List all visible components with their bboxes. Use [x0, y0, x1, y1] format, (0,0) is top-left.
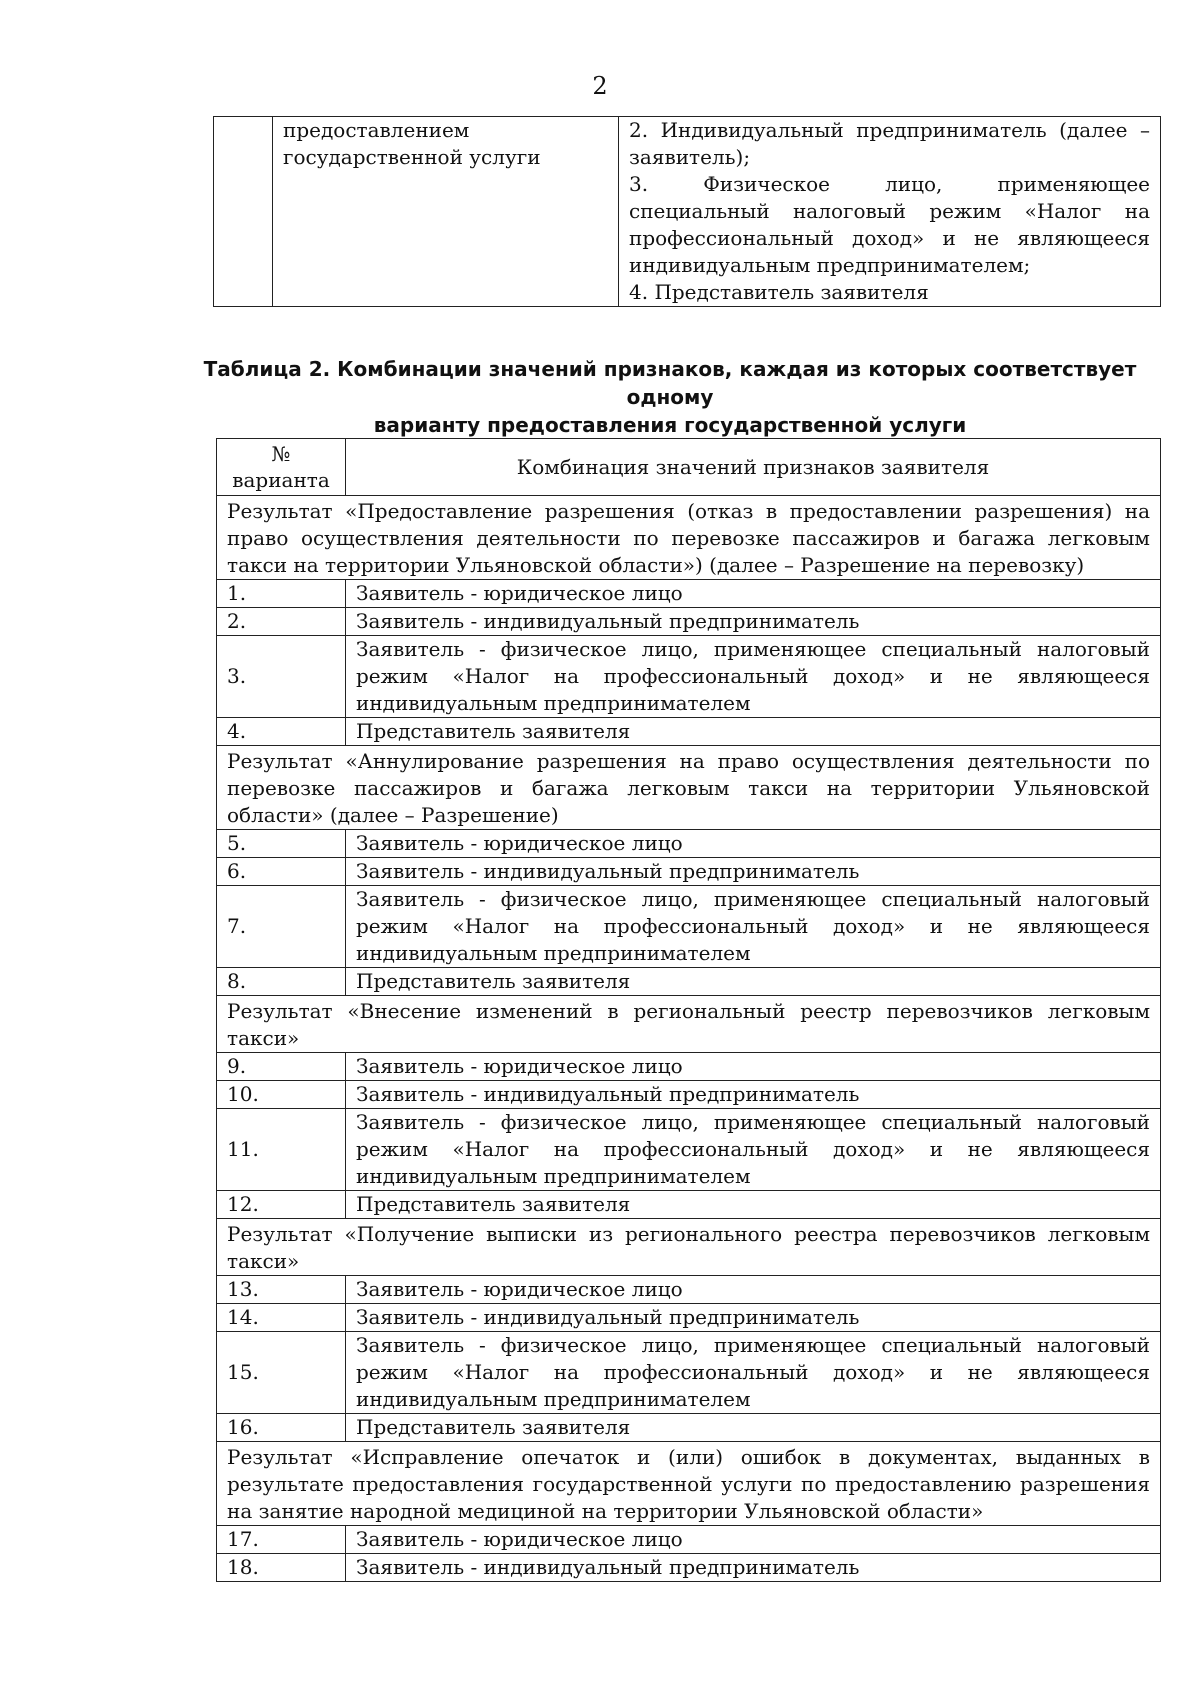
result-row [217, 1442, 1161, 1526]
result-row [217, 996, 1161, 1053]
result-row [217, 496, 1161, 580]
variant-number: 7. [217, 886, 346, 968]
variant-row [217, 1414, 1161, 1442]
variant-row [217, 608, 1161, 636]
result-row [217, 746, 1161, 830]
variant-number: 18. [217, 1554, 346, 1582]
variant-description: Заявитель - индивидуальный предприниматель [346, 1081, 1161, 1109]
variant-number: 5. [217, 830, 346, 858]
variant-description: Заявитель - индивидуальный предприниматель [346, 858, 1161, 886]
page-number: 2 [592, 72, 608, 100]
variant-number: 14. [217, 1304, 346, 1332]
variant-description: Заявитель - индивидуальный предприниматель [346, 1304, 1161, 1332]
table-caption-line: варианту предоставления государственной услуги [373, 413, 967, 437]
variant-number: 16. [217, 1414, 346, 1442]
variant-row [217, 1081, 1161, 1109]
variant-row [217, 1053, 1161, 1081]
variant-number: 12. [217, 1191, 346, 1219]
variant-row [217, 830, 1161, 858]
table-header-row [217, 439, 1161, 496]
variant-row [217, 1526, 1161, 1554]
variant-row [217, 636, 1161, 718]
variant-description: Представитель заявителя [346, 968, 1161, 996]
variant-description: Представитель заявителя [346, 1191, 1161, 1219]
result-description: Результат «Исправление опечаток и (или) ошибок в документах, выданных в результате предоставления государственной услуги по предоставлению разрешения на занятие народной медициной на территории Ульяновской области» [217, 1442, 1161, 1526]
variant-row [217, 580, 1161, 608]
variant-description: Заявитель - физическое лицо, применяющее специальный налоговый режим «Налог на профессиональный доход» и не являющееся индивидуальным предпринимателем [346, 636, 1161, 718]
variant-number: 15. [217, 1332, 346, 1414]
result-row [217, 1219, 1161, 1276]
variant-row [217, 858, 1161, 886]
variants-table-body [217, 496, 1161, 1582]
variant-description: Заявитель - юридическое лицо [346, 580, 1161, 608]
variant-row [217, 1191, 1161, 1219]
variants-table [216, 438, 1161, 1582]
variant-row [217, 1554, 1161, 1582]
result-description: Результат «Предоставление разрешения (отказ в предоставлении разрешения) на право осуществления деятельности по перевозке пассажиров и багажа легковым такси на территории Ульяновской области») (далее – Разрешение на перевозку) [217, 496, 1161, 580]
table-caption-line: Таблица 2. Комбинации значений признаков, каждая из которых соответствует одному [203, 357, 1137, 409]
applicant-item: 2. Индивидуальный предприниматель (далее – заявитель); [629, 118, 1150, 169]
variant-description: Заявитель - юридическое лицо [346, 1276, 1161, 1304]
variant-description: Заявитель - юридическое лицо [346, 830, 1161, 858]
table-cell-applicants [619, 117, 1161, 307]
variant-row [217, 886, 1161, 968]
continued-table [213, 116, 1161, 307]
table-caption [170, 355, 1170, 439]
variant-number: 17. [217, 1526, 346, 1554]
variant-number: 13. [217, 1276, 346, 1304]
variant-description: Заявитель - физическое лицо, применяющее специальный налоговый режим «Налог на профессиональный доход» и не являющееся индивидуальным предпринимателем [346, 1109, 1161, 1191]
variant-number: 3. [217, 636, 346, 718]
variant-description: Заявитель - физическое лицо, применяющее специальный налоговый режим «Налог на профессиональный доход» и не являющееся индивидуальным предпринимателем [346, 886, 1161, 968]
variant-number: 2. [217, 608, 346, 636]
result-description: Результат «Внесение изменений в региональный реестр перевозчиков легковым такси» [217, 996, 1161, 1053]
variant-row [217, 1109, 1161, 1191]
result-description: Результат «Аннулирование разрешения на право осуществления деятельности по перевозке пассажиров и багажа легковым такси на территории Ульяновской области» (далее – Разрешение) [217, 746, 1161, 830]
header-combination: Комбинация значений признаков заявителя [346, 439, 1161, 496]
variant-description: Заявитель - юридическое лицо [346, 1053, 1161, 1081]
variant-description: Заявитель - индивидуальный предприниматель [346, 1554, 1161, 1582]
variant-row [217, 718, 1161, 746]
variant-row [217, 1276, 1161, 1304]
variant-description: Представитель заявителя [346, 1414, 1161, 1442]
variant-description: Представитель заявителя [346, 718, 1161, 746]
applicant-item: 4. Представитель заявителя [629, 280, 929, 304]
applicant-item: 3. Физическое лицо, применяющее специальный налоговый режим «Налог на профессиональный доход» и не являющееся индивидуальным предпринимателем; [629, 172, 1150, 277]
table-row [214, 117, 1161, 307]
variant-number: 4. [217, 718, 346, 746]
variant-description: Заявитель - физическое лицо, применяющее специальный налоговый режим «Налог на профессиональный доход» и не являющееся индивидуальным предпринимателем [346, 1332, 1161, 1414]
variant-row [217, 1332, 1161, 1414]
variant-number: 8. [217, 968, 346, 996]
variant-number: 6. [217, 858, 346, 886]
variant-number: 10. [217, 1081, 346, 1109]
variant-number: 11. [217, 1109, 346, 1191]
variant-number: 9. [217, 1053, 346, 1081]
result-description: Результат «Получение выписки из регионального реестра перевозчиков легковым такси» [217, 1219, 1161, 1276]
variant-number: 1. [217, 580, 346, 608]
variant-row [217, 968, 1161, 996]
variant-description: Заявитель - индивидуальный предприниматель [346, 608, 1161, 636]
variant-row [217, 1304, 1161, 1332]
header-variant-number: № варианта [217, 439, 346, 496]
variant-description: Заявитель - юридическое лицо [346, 1526, 1161, 1554]
table-cell-label: предоставлением государственной услуги [273, 117, 619, 307]
table-cell-index [214, 117, 273, 307]
